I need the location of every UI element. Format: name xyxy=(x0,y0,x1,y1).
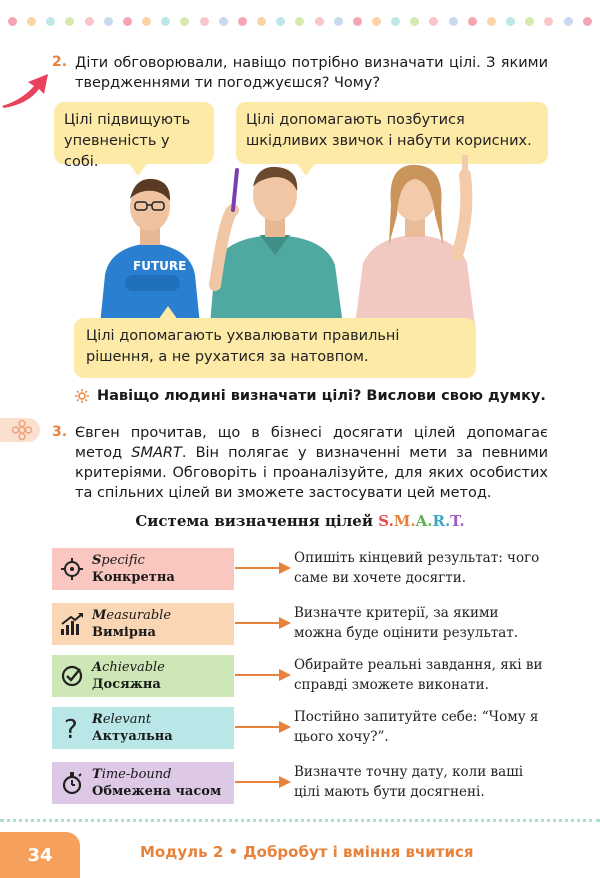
criterion-description: Визначте критерії, за якими можна буде оцінити результат. xyxy=(294,605,519,641)
smart-letter: T xyxy=(450,512,460,530)
criterion-ukrainian: Вимірна xyxy=(92,625,156,640)
criterion-english xyxy=(92,766,221,783)
criterion-initial: A xyxy=(92,660,103,675)
criterion-labels xyxy=(92,659,165,693)
smart-letter: . xyxy=(410,512,416,530)
criterion-english-rest: elevant xyxy=(102,712,152,727)
criterion-description: Постійно запитуйте себе: “Чому я цього хочу?”. xyxy=(294,709,539,745)
smart-row xyxy=(52,655,543,697)
decor-dot xyxy=(449,17,458,26)
decor-dot xyxy=(85,17,94,26)
criterion-initial: M xyxy=(92,608,107,623)
smart-letter: . xyxy=(388,512,394,530)
decor-dot xyxy=(104,17,113,26)
pointer-arrow-icon xyxy=(0,70,52,110)
criterion-description: Опишіть кінцевий результат: чого саме ви хочете досягти. xyxy=(294,550,540,586)
bubble-left-text: Цілі підвищують упевненість у собі. xyxy=(64,112,191,170)
girl-raising-hand xyxy=(355,157,475,325)
arrow-right-icon xyxy=(235,774,291,790)
smart-letter: A xyxy=(415,512,428,530)
criterion-english xyxy=(92,552,175,569)
decor-dot xyxy=(353,17,362,26)
criterion-labels xyxy=(92,711,173,745)
smart-letter: R xyxy=(432,512,445,530)
decor-dot xyxy=(200,17,209,26)
criterion-ukrainian: Конкретна xyxy=(92,570,175,585)
stopwatch-icon xyxy=(52,770,92,796)
smart-letter: M xyxy=(393,512,411,530)
bottom-dot-border xyxy=(0,819,600,822)
smart-title-letters xyxy=(378,512,464,530)
decor-dot xyxy=(410,17,419,26)
smart-letter: . xyxy=(444,512,451,530)
decor-dot xyxy=(315,17,324,26)
criterion-english-rest: easurable xyxy=(106,608,172,623)
criterion-ukrainian: Актуальна xyxy=(92,729,173,744)
arrow-right-icon xyxy=(235,667,291,683)
svg-text:?: ? xyxy=(64,715,78,742)
sun-icon xyxy=(75,389,89,403)
arrow-right-icon xyxy=(235,560,291,576)
decor-dot xyxy=(161,17,170,26)
criterion-description: Обирайте реальні завдання, які ви справді зможете виконати. xyxy=(294,657,543,693)
boy-with-glasses xyxy=(100,179,200,325)
smart-row xyxy=(52,603,532,645)
criterion-initial: S xyxy=(92,553,102,568)
decor-dot xyxy=(334,17,343,26)
arrow-right-icon xyxy=(235,719,291,735)
bubble-right-text: Цілі допомагають позбутися шкідливих звичок і набути корисних. xyxy=(246,112,532,149)
decor-dot xyxy=(27,17,36,26)
decor-dot xyxy=(180,17,189,26)
decor-dot xyxy=(276,17,285,26)
question-3-smart-term: SMART xyxy=(131,445,182,461)
decor-dot xyxy=(429,17,438,26)
decor-dot xyxy=(46,17,55,26)
question-2-text: Діти обговорювали, навіщо потрібно визначати цілі. З якими твердженнями ти погоджуєшся? Чому? xyxy=(75,55,548,91)
smart-row xyxy=(52,707,539,749)
bubble-bottom-text: Цілі допомагають ухвалювати правильні рішення, а не рухатися за натовпом. xyxy=(86,328,400,365)
criterion-english-rest: ime-bound xyxy=(101,767,172,782)
discussion-prompt xyxy=(75,388,546,404)
criterion-ukrainian: Досяжна xyxy=(92,677,161,692)
decor-dot xyxy=(123,17,132,26)
criterion-initial: R xyxy=(92,712,103,727)
decor-dot xyxy=(8,17,17,26)
question-3-number: 3. xyxy=(52,424,68,440)
criterion-labels xyxy=(92,607,171,641)
decor-dot xyxy=(391,17,400,26)
smart-criterion-box xyxy=(52,707,234,749)
page-number: 34 xyxy=(0,832,80,878)
decor-dot xyxy=(506,17,515,26)
decor-dot xyxy=(238,17,247,26)
children-illustration xyxy=(95,155,560,325)
boy-with-pen xyxy=(210,167,343,325)
decor-dot xyxy=(544,17,553,26)
smart-row xyxy=(52,548,540,590)
smart-criterion-box xyxy=(52,548,234,590)
checkmark-icon xyxy=(52,664,92,688)
question-3-text-part2: . Він полягає у визначенні мети за певними критеріями. Обговоріть і проаналізуйте, для яких особистих та спільних цілей ви зможете застосувати цей метод. xyxy=(75,445,548,501)
smart-letter: S xyxy=(378,512,389,530)
smart-title xyxy=(0,512,600,530)
shirt-text: FUTURE xyxy=(133,259,187,273)
criterion-ukrainian: Обмежена часом xyxy=(92,784,222,799)
decor-dot xyxy=(142,17,151,26)
criterion-english-rest: pecific xyxy=(101,553,145,568)
decor-dot xyxy=(257,17,266,26)
flower-icon xyxy=(10,418,34,442)
smart-letter: . xyxy=(427,512,433,530)
decor-dot xyxy=(372,17,381,26)
criterion-english xyxy=(92,711,173,728)
criterion-english xyxy=(92,607,171,624)
growth-chart-icon xyxy=(52,612,92,636)
decor-dot xyxy=(219,17,228,26)
smart-row xyxy=(52,762,532,804)
criterion-description: Визначте точну дату, коли ваші цілі мають бути досягнені. xyxy=(294,764,524,800)
smart-letter: . xyxy=(459,512,465,530)
arrow-right-icon xyxy=(235,615,291,631)
question-3-text-part1: Євген прочитав, що в бізнесі досягати цілей допомагає метод xyxy=(75,425,548,461)
top-dot-border xyxy=(8,17,592,27)
decor-dot xyxy=(525,17,534,26)
smart-criterion-box xyxy=(52,762,234,804)
idea-prompt-text: Навіщо людині визначати цілі? Вислови свою думку. xyxy=(97,388,546,404)
smart-criterion-box xyxy=(52,655,234,697)
criterion-labels xyxy=(92,552,175,586)
module-title: Модуль 2 • Добробут і вміння вчитися xyxy=(140,843,474,861)
question-2-number: 2. xyxy=(52,54,68,70)
question-icon xyxy=(52,714,92,742)
criterion-english-rest: chievable xyxy=(102,660,165,675)
bubble-tail xyxy=(158,306,178,320)
criterion-english xyxy=(92,659,165,676)
target-icon xyxy=(52,557,92,581)
decor-dot xyxy=(564,17,573,26)
criterion-labels xyxy=(92,766,221,800)
decor-dot xyxy=(65,17,74,26)
question-3-text xyxy=(75,423,548,503)
smart-criterion-box xyxy=(52,603,234,645)
smart-title-text: Система визначення цілей xyxy=(135,512,379,530)
decor-dot xyxy=(295,17,304,26)
decor-dot xyxy=(487,17,496,26)
speech-bubble-bottom xyxy=(74,318,476,378)
decor-dot xyxy=(583,17,592,26)
decor-dot xyxy=(468,17,477,26)
criterion-initial: T xyxy=(92,767,102,782)
side-marker xyxy=(0,418,40,442)
